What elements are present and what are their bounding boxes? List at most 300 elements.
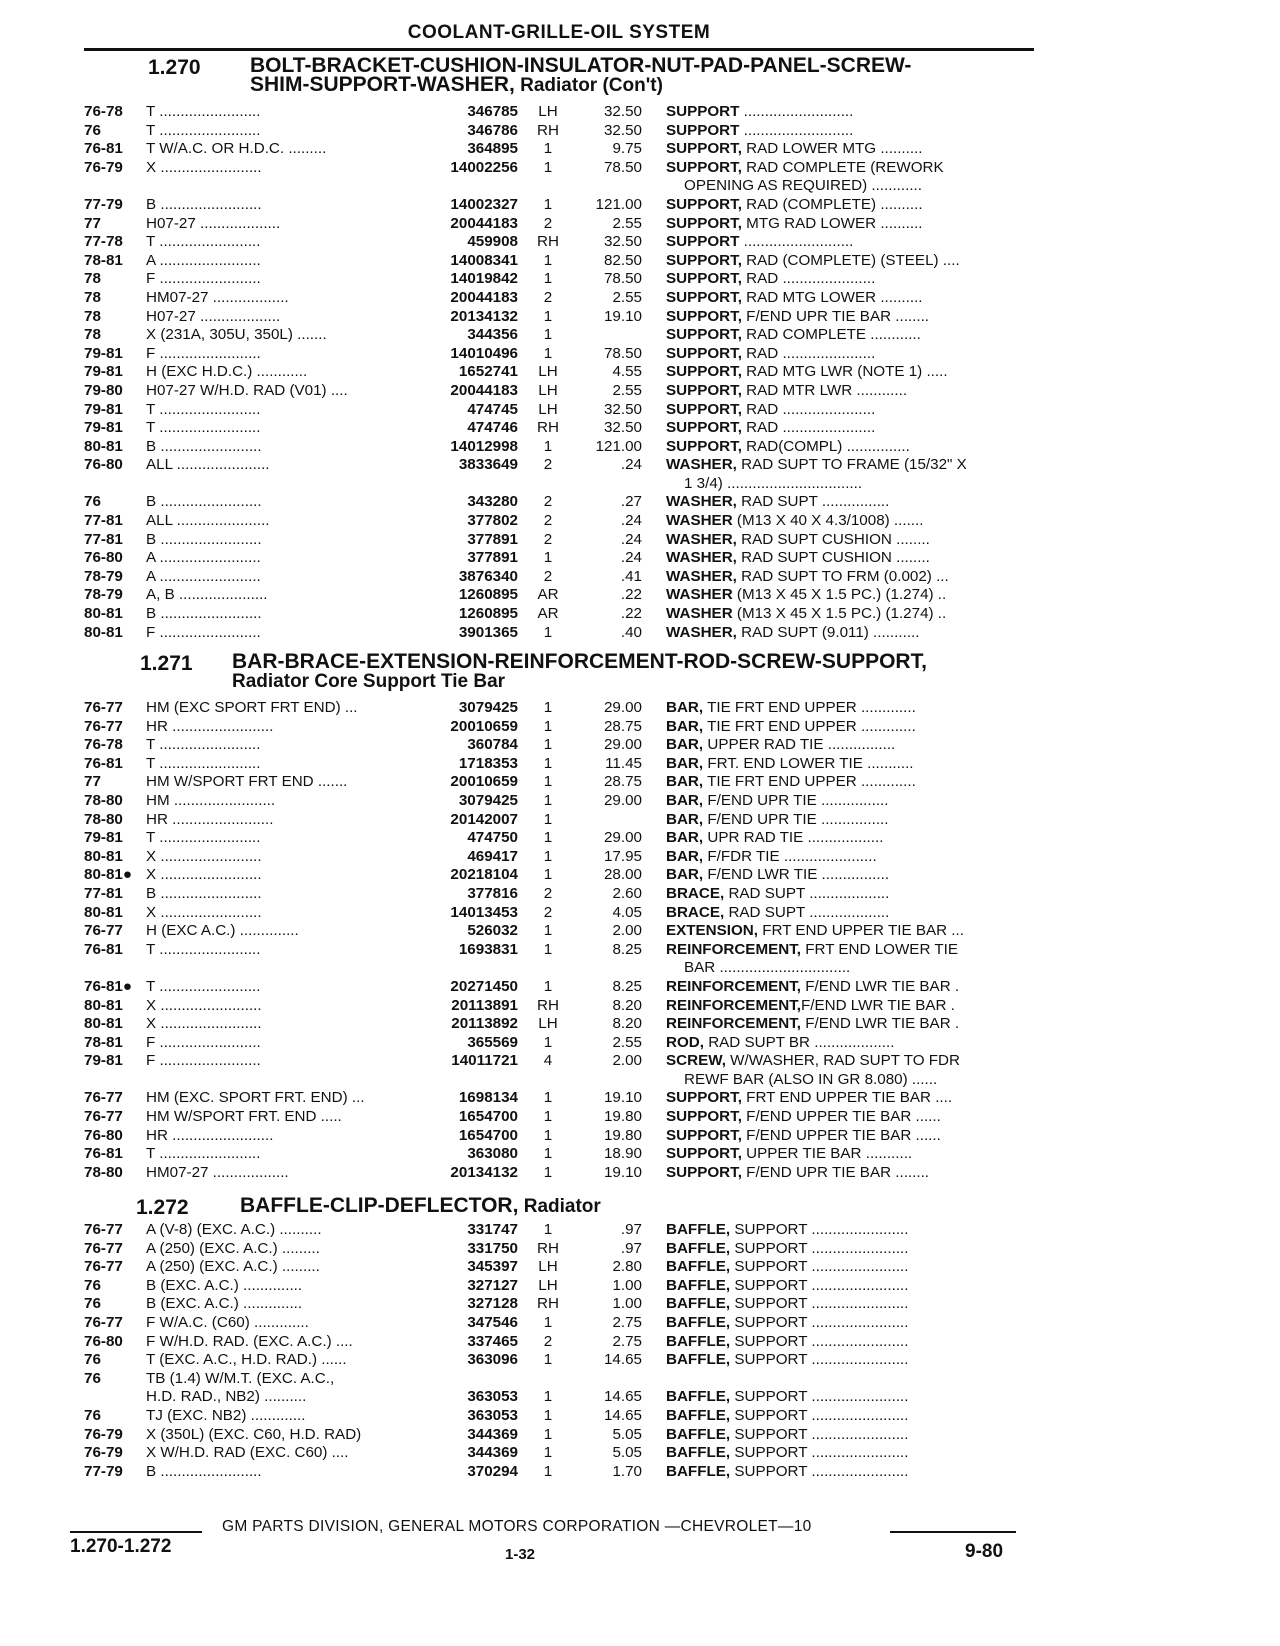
quantity: 2 (543, 214, 553, 232)
price: 32.50 (603, 121, 642, 139)
description-detail: SUPPORT ....................... (730, 1406, 909, 1424)
quantity: RH (537, 233, 559, 251)
price: 14.65 (603, 1351, 642, 1369)
description-keyword: SUPPORT, (666, 270, 742, 288)
table-row (84, 1333, 1044, 1352)
description-keyword: BAR, (666, 810, 704, 828)
description-keyword: WASHER (666, 512, 733, 530)
table-row (84, 1426, 1044, 1445)
model-year: 78-81 (84, 1033, 123, 1051)
description-keyword: BAFFLE, (666, 1239, 731, 1257)
model-code: HR ........................ (146, 717, 274, 735)
description-detail: REWF BAR (ALSO IN GR 8.080) ...... (684, 1070, 938, 1088)
model-year: 79-81 (84, 419, 123, 437)
model-year: 77-81 (84, 512, 123, 530)
model-code: A (250) (EXC. A.C.) ......... (146, 1258, 320, 1276)
price: 19.80 (603, 1126, 642, 1144)
part-number: 377816 (467, 884, 518, 902)
price: 2.75 (612, 1332, 642, 1350)
quantity: RH (537, 1239, 559, 1257)
description-keyword: SUPPORT, (666, 381, 742, 399)
quantity: 1 (543, 270, 553, 288)
description-keyword: BAR, (666, 791, 704, 809)
model-year: 78 (84, 326, 101, 344)
quantity: 1 (543, 158, 553, 176)
description-detail: W/WASHER, RAD SUPT TO FDR (725, 1052, 960, 1070)
model-year: 80-81 (84, 1015, 123, 1033)
page-header: COOLANT-GRILLE-OIL SYSTEM (407, 22, 711, 43)
table-row (84, 103, 1044, 122)
model-code: A ........................ (146, 251, 261, 269)
description-keyword: BAR, (666, 773, 704, 791)
table-row (84, 959, 1044, 978)
part-number: 20010659 (450, 773, 518, 791)
model-year: 79-80 (84, 381, 123, 399)
model-year: 76-77 (84, 717, 123, 735)
description (666, 624, 1046, 643)
model-year: 76-77 (84, 1313, 123, 1331)
description-keyword: BRACE, (666, 903, 725, 921)
description-detail: MTG RAD LOWER .......... (741, 214, 923, 232)
model-code: B ........................ (146, 605, 262, 623)
description-keyword: SUPPORT, (666, 288, 742, 306)
model-code: H07-27 W/H.D. RAD (V01) .... (146, 381, 348, 399)
model-code: T ........................ (146, 736, 261, 754)
quantity: 1 (543, 1425, 553, 1443)
table-row (84, 941, 1044, 960)
part-number: 346785 (467, 103, 518, 120)
description (666, 568, 1046, 587)
description-keyword: SUPPORT, (666, 1108, 742, 1126)
table-row (84, 456, 1044, 475)
model-year: 76-79 (84, 1444, 123, 1462)
description-keyword: REINFORCEMENT, (666, 940, 802, 958)
description (666, 1277, 1046, 1296)
part-number: 327128 (467, 1295, 518, 1313)
description-keyword: EXTENSION, (666, 922, 758, 940)
quantity: LH (538, 400, 558, 418)
model-code: HM (EXC SPORT FRT END) ... (146, 699, 358, 716)
price: 5.05 (612, 1425, 642, 1443)
part-number: 360784 (467, 736, 518, 754)
model-year: 77 (84, 214, 101, 232)
description-detail: SUPPORT ....................... (730, 1239, 909, 1257)
model-year: 77-81 (84, 884, 123, 902)
description-detail: FRT END UPPER TIE BAR ... (758, 922, 964, 940)
description (666, 718, 1046, 737)
description (666, 1295, 1046, 1314)
part-number: 345397 (467, 1258, 518, 1276)
part-number: 20010659 (450, 717, 518, 735)
description (666, 308, 1046, 327)
model-year: 77 (84, 773, 101, 791)
quantity: 1 (543, 1163, 553, 1181)
description-keyword: BAFFLE, (666, 1406, 731, 1424)
price: .97 (620, 1221, 642, 1238)
quantity: 2 (543, 456, 553, 474)
price: 32.50 (603, 400, 642, 418)
description-detail: RAD MTG LWR (NOTE 1) ..... (741, 363, 948, 381)
description-detail: F/END UPPER TIE BAR ...... (741, 1126, 941, 1144)
quantity: 1 (543, 1145, 553, 1163)
part-number: 344356 (467, 326, 518, 344)
part-number: 3079425 (458, 791, 518, 809)
quantity: 1 (543, 1351, 553, 1369)
description-keyword: SUPPORT, (666, 419, 742, 437)
model-code: B ........................ (146, 1462, 262, 1480)
part-number: 363096 (467, 1351, 518, 1369)
table-row (84, 1052, 1044, 1071)
model-year: 76-77 (84, 1089, 123, 1107)
quantity: 1 (543, 1221, 553, 1238)
description-detail: RAD LOWER MTG .......... (741, 140, 923, 158)
description (666, 326, 1046, 345)
quantity: 2 (543, 288, 553, 306)
part-number: 3901365 (458, 623, 518, 641)
description-detail: .......................... (739, 233, 854, 251)
description-keyword: SUPPORT, (666, 437, 742, 455)
table-row (84, 215, 1044, 234)
quantity: 1 (543, 754, 553, 772)
description-keyword: WASHER (666, 586, 733, 604)
table-row (84, 904, 1044, 923)
price: 2.80 (612, 1258, 642, 1276)
quantity: 1 (543, 1462, 553, 1480)
description-keyword: SUPPORT, (666, 195, 742, 213)
model-year: 76 (84, 1295, 101, 1313)
description-keyword: SUPPORT, (666, 1089, 742, 1107)
quantity: 1 (543, 437, 553, 455)
price: 1.00 (612, 1295, 642, 1313)
description (666, 904, 1046, 923)
model-year: 80-81 (84, 903, 123, 921)
quantity: 1 (543, 1444, 553, 1462)
table-row (84, 252, 1044, 271)
part-number: 3079425 (458, 699, 518, 716)
model-year: 76-78 (84, 736, 123, 754)
model-year: 76-77 (84, 1221, 123, 1238)
description (666, 1089, 1046, 1108)
quantity: 2 (543, 530, 553, 548)
description (666, 549, 1046, 568)
model-code: F ........................ (146, 623, 261, 641)
table-row (84, 997, 1044, 1016)
description (666, 829, 1046, 848)
description-keyword: SCREW, (666, 1052, 726, 1070)
model-year: 76-79 (84, 158, 123, 176)
description-detail: .......................... (739, 103, 854, 120)
model-code: T ........................ (146, 400, 261, 418)
model-year: 80-81 (84, 847, 123, 865)
description-keyword: BAFFLE, (666, 1332, 731, 1350)
section-number: 1.271 (140, 652, 193, 675)
model-year: 76-79 (84, 1425, 123, 1443)
quantity: 1 (543, 791, 553, 809)
description-detail: SUPPORT ....................... (730, 1388, 909, 1406)
part-number: 20134132 (450, 307, 518, 325)
quantity: 2 (543, 512, 553, 530)
table-row (84, 773, 1044, 792)
part-number: 459908 (467, 233, 518, 251)
part-number: 344369 (467, 1425, 518, 1443)
quantity: RH (537, 996, 559, 1014)
model-year: 78-80 (84, 810, 123, 828)
table-row (84, 811, 1044, 830)
price: 28.75 (603, 717, 642, 735)
quantity: 1 (543, 1406, 553, 1424)
part-number: 377891 (467, 530, 518, 548)
model-code: X ........................ (146, 847, 262, 865)
description-detail: (M13 X 45 X 1.5 PC.) (1.274) .. (732, 586, 947, 604)
description-detail: SUPPORT ....................... (730, 1295, 909, 1313)
part-number: 14008341 (450, 251, 518, 269)
description (666, 419, 1046, 438)
description-keyword: SUPPORT (666, 103, 740, 120)
table-row (84, 1108, 1044, 1127)
model-year: 76 (84, 493, 101, 511)
quantity: RH (537, 1295, 559, 1313)
description-keyword: WASHER, (666, 549, 737, 567)
table-row (84, 1388, 1044, 1407)
description (666, 941, 1046, 960)
description-detail: SUPPORT ....................... (730, 1258, 909, 1276)
model-code: T ........................ (146, 103, 261, 120)
table-row (84, 270, 1044, 289)
price: 14.65 (603, 1406, 642, 1424)
description-keyword: BAFFLE, (666, 1351, 731, 1369)
model-code: T ........................ (146, 233, 261, 251)
model-code: X ........................ (146, 158, 262, 176)
description (666, 1388, 1046, 1407)
model-code: B (EXC. A.C.) .............. (146, 1295, 303, 1313)
description-detail: TIE FRT END UPPER ............. (703, 717, 916, 735)
price: 29.00 (603, 791, 642, 809)
model-code: T ........................ (146, 1145, 261, 1163)
model-year: 76-77 (84, 1108, 123, 1126)
description-detail: BAR ............................... (684, 959, 851, 977)
model-code: F ........................ (146, 344, 261, 362)
section-title: BOLT-BRACKET-CUSHION-INSULATOR-NUT-PAD-PANEL-SCREW- SHIM-SUPPORT-WASHER, Radiator (Con't) (250, 54, 912, 96)
description (666, 1463, 1046, 1482)
part-number: 1654700 (458, 1108, 518, 1126)
part-number: 14013453 (450, 903, 518, 921)
model-code: B ........................ (146, 493, 262, 511)
table-row (84, 755, 1044, 774)
price: 29.00 (603, 699, 642, 716)
price: .24 (620, 456, 642, 474)
description-detail: F/END LWR TIE ................ (703, 866, 890, 884)
model-code: B (EXC. A.C.) .............. (146, 1276, 303, 1294)
quantity: 1 (543, 344, 553, 362)
part-number: 20044183 (450, 214, 518, 232)
description (666, 885, 1046, 904)
model-code: A, B ..................... (146, 586, 268, 604)
description-keyword: SUPPORT, (666, 251, 742, 269)
description-keyword: BAFFLE, (666, 1388, 731, 1406)
description (666, 456, 1046, 475)
description-keyword: BAR, (666, 754, 704, 772)
model-year: 76-81 (84, 140, 123, 158)
description-keyword: BAR, (666, 866, 704, 884)
description-keyword: SUPPORT (666, 121, 740, 139)
price: 19.80 (603, 1108, 642, 1126)
price: 29.00 (603, 829, 642, 847)
description-keyword: BAFFLE, (666, 1425, 731, 1443)
model-year: 76 (84, 1276, 101, 1294)
part-number: 20134132 (450, 1163, 518, 1181)
table-row (84, 233, 1044, 252)
part-number: 20113891 (451, 996, 518, 1014)
quantity: 1 (543, 699, 553, 716)
description-keyword: SUPPORT, (666, 400, 742, 418)
table-row (84, 1295, 1044, 1314)
description-keyword: REINFORCEMENT, (666, 1015, 802, 1033)
part-number: 1693831 (458, 940, 518, 958)
model-code: T ........................ (146, 121, 261, 139)
description-detail: SUPPORT ....................... (730, 1221, 909, 1238)
description (666, 1258, 1046, 1277)
description (666, 1426, 1046, 1445)
table-row (84, 1463, 1044, 1482)
model-year: 79-81 (84, 829, 123, 847)
price: 2.55 (612, 1033, 642, 1051)
model-year: 78-81 (84, 251, 123, 269)
price: 11.45 (605, 754, 642, 772)
description (666, 866, 1046, 885)
description (666, 848, 1046, 867)
model-year: 79-81 (84, 1052, 123, 1070)
model-year: 76-81 (84, 1145, 123, 1163)
table-row (84, 922, 1044, 941)
model-code: F ........................ (146, 1052, 261, 1070)
model-year: 76-78 (84, 103, 123, 120)
model-year: 76 (84, 1369, 101, 1387)
table-row (84, 531, 1044, 550)
part-number: 14010496 (450, 344, 518, 362)
price: 2.60 (612, 884, 642, 902)
description-keyword: SUPPORT, (666, 363, 742, 381)
quantity: LH (538, 1015, 558, 1033)
description-detail: F/END UPR TIE BAR ........ (741, 1163, 930, 1181)
model-code: HR ........................ (146, 810, 274, 828)
description (666, 252, 1046, 271)
model-code: HR ........................ (146, 1126, 274, 1144)
model-year: 76-81 (84, 940, 123, 958)
quantity: 1 (543, 829, 553, 847)
description-detail: RAD SUPT CUSHION ........ (736, 530, 930, 548)
price: 14.65 (603, 1388, 642, 1406)
description (666, 196, 1046, 215)
model-code: ALL ...................... (146, 512, 270, 530)
description-keyword: SUPPORT, (666, 1126, 742, 1144)
part-number: 331747 (467, 1221, 518, 1238)
description (666, 493, 1046, 512)
price: .24 (620, 530, 642, 548)
section-title: BAFFLE-CLIP-DEFLECTOR, Radiator (240, 1194, 601, 1217)
quantity: 2 (543, 1332, 553, 1350)
description-detail: FRT. END LOWER TIE ........... (703, 754, 914, 772)
part-number: 1260895 (458, 605, 518, 623)
part-number: 344369 (467, 1444, 518, 1462)
table-row (84, 1034, 1044, 1053)
description (666, 699, 1046, 718)
model-year: 79-81 (84, 363, 123, 381)
quantity: 2 (543, 493, 553, 511)
description (666, 122, 1046, 141)
description-keyword: BAFFLE, (666, 1221, 731, 1238)
description-keyword: WASHER, (666, 493, 737, 511)
description-detail: F/END UPR TIE ................ (703, 810, 889, 828)
model-code: X ........................ (146, 1015, 262, 1033)
price: 121.00 (595, 437, 642, 455)
model-year: 77-81 (84, 530, 123, 548)
model-code: F ........................ (146, 270, 261, 288)
model-code: ALL ...................... (146, 456, 270, 474)
description (666, 215, 1046, 234)
part-number: 20044183 (450, 288, 518, 306)
model-code: F W/H.D. RAD. (EXC. A.C.) .... (146, 1332, 353, 1350)
footer-page-number: 1-32 (505, 1546, 536, 1563)
quantity: RH (537, 121, 559, 139)
price: 8.20 (612, 1015, 642, 1033)
description (666, 586, 1046, 605)
model-year: 79-81 (84, 344, 123, 362)
model-year: 77-79 (84, 1462, 123, 1480)
price: 82.50 (603, 251, 642, 269)
model-code: X ........................ (146, 903, 262, 921)
table-row (84, 718, 1044, 737)
table-row (84, 159, 1044, 178)
model-year: 78 (84, 270, 101, 288)
model-code: H (EXC A.C.) .............. (146, 922, 299, 940)
model-code: T ........................ (146, 754, 261, 772)
model-code: T ........................ (146, 829, 261, 847)
description (666, 1240, 1046, 1259)
table-row (84, 363, 1044, 382)
description-detail: RAD SUPT BR ................... (703, 1033, 895, 1051)
table-row (84, 792, 1044, 811)
price: 32.50 (603, 419, 642, 437)
model-year: 76-77 (84, 1239, 123, 1257)
description-keyword: BAR, (666, 736, 704, 754)
table-row (84, 308, 1044, 327)
footer-section-range: 1.270-1.272 (70, 1536, 172, 1557)
part-number: 327127 (467, 1276, 518, 1294)
description-detail: RAD (COMPLETE) (STEEL) .... (741, 251, 960, 269)
description-detail: (M13 X 40 X 4.3/1008) ....... (732, 512, 924, 530)
description-detail: FRT END UPPER TIE BAR .... (741, 1089, 953, 1107)
part-number: 474745 (467, 400, 518, 418)
part-number: 364895 (467, 140, 518, 158)
part-number: 365569 (467, 1033, 518, 1051)
section-number: 1.272 (136, 1196, 189, 1219)
description-keyword: WASHER, (666, 567, 737, 585)
description-keyword: BAFFLE, (666, 1462, 731, 1480)
description (666, 922, 1046, 941)
description-detail: RAD SUPT TO FRAME (15/32" X (736, 456, 967, 474)
table-row (84, 289, 1044, 308)
table-row (84, 848, 1044, 867)
part-number: 363053 (467, 1406, 518, 1424)
price: .97 (620, 1239, 642, 1257)
description-detail: UPPER TIE BAR ........... (741, 1145, 913, 1163)
description (666, 140, 1046, 159)
description-detail: SUPPORT ....................... (730, 1276, 909, 1294)
description-keyword: BAFFLE, (666, 1276, 731, 1294)
description-detail: SUPPORT ....................... (730, 1313, 909, 1331)
price: 2.55 (612, 214, 642, 232)
footer-rule (70, 1531, 202, 1533)
